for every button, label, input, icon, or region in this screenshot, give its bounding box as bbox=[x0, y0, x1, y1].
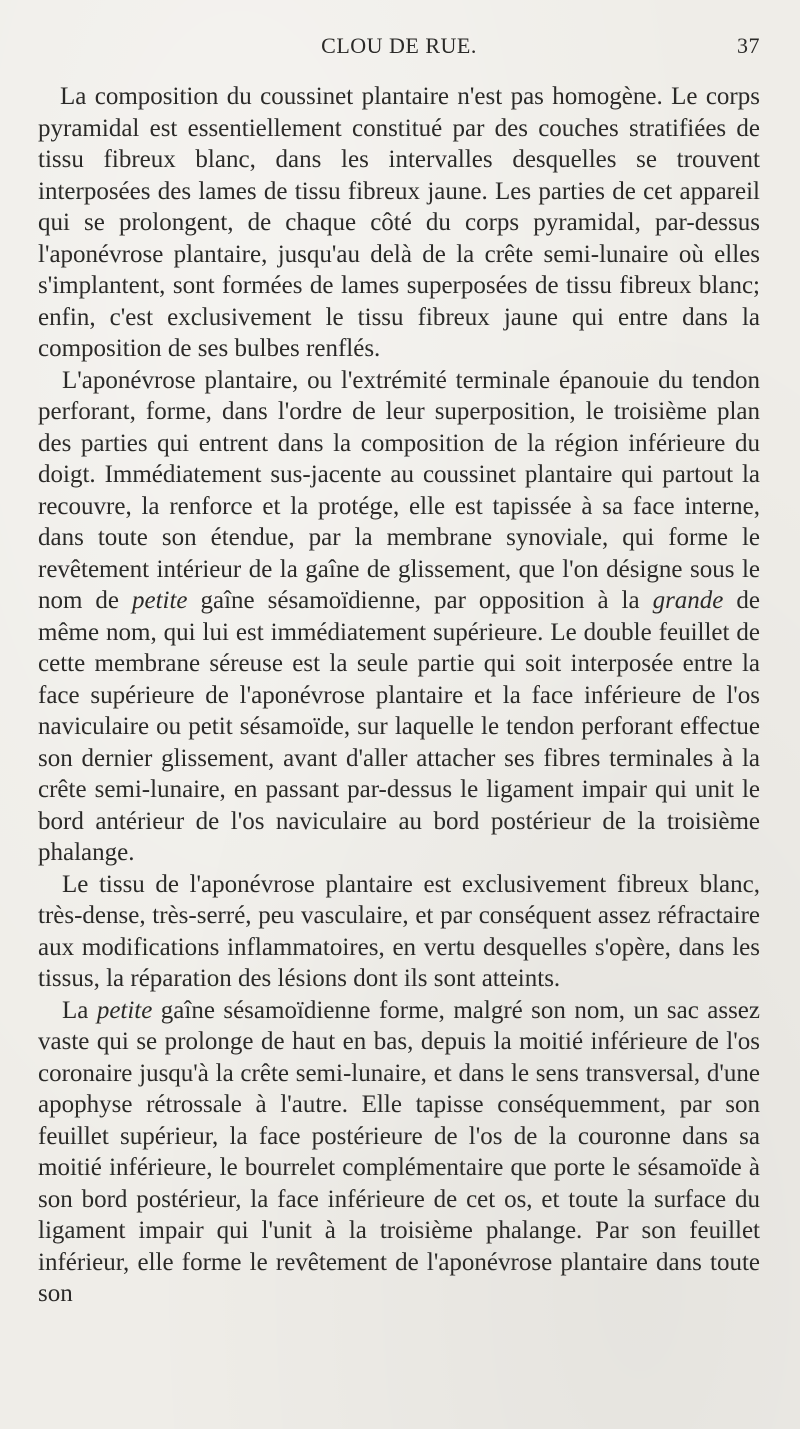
italic-term: petite bbox=[132, 587, 188, 614]
paragraph-coussinet bbox=[38, 81, 760, 365]
paragraph-text: de même nom, qui lui est immédiatement supérieure. Le double feuillet de cette membrane séreuse est la seule partie qui soit interposée entre la face supérieure de l'aponévrose plantaire et la face inférieure de l'os naviculaire ou petit sésamoïde, sur laquelle le tendon perforant effectue son dernier glissement, avant d'aller attacher ses fibres terminales à la crête semi-lunaire, en passant par-dessus le ligament impair qui unit le bord antérieur de l'os naviculaire au bord postérieur de la troisième phalange. bbox=[38, 587, 760, 866]
paragraph-text: La bbox=[62, 996, 97, 1024]
paragraph-gaine bbox=[38, 995, 760, 1310]
italic-term: grande bbox=[652, 587, 724, 614]
running-title: CLOU DE RUE. bbox=[321, 33, 477, 58]
paragraph-text: Le tissu de l'aponévrose plantaire est exclusivement fibreux blanc, très-dense, très-serré, peu vasculaire, et par conséquent assez réfractaire aux modifications inflammatoires, en vertu desquelles s'opère, dans les tissus, la réparation des lésions dont ils sont atteints. bbox=[38, 870, 760, 992]
italic-term: petite bbox=[96, 996, 153, 1024]
paragraph-text: L'aponévrose plantaire, ou l'extrémité terminale épanouie du tendon perforant, forme, dans l'ordre de leur superposition, le troisième plan des parties qui entrent dans la composition de la région inférieure du doigt. Immédiatement sus-jacente au coussinet plantaire qui partout la recouvre, la renforce et la protége, elle est tapissée à sa face interne, dans toute son étendue, par la membrane synoviale, qui forme le revêtement intérieur de la gaîne de glissement, que l'on désigne sous le nom de bbox=[38, 366, 760, 614]
paragraph-text: gaîne sésamoïdienne, par opposition à la bbox=[187, 587, 653, 614]
paragraph-text: La composition du coussinet plantaire n'est pas homogène. Le corps pyramidal est essentiellement constitué par des couches stratifiées de tissu fibreux blanc, dans les intervalles desquelles se trouvent interposées des lames de tissu fibreux jaune. Les parties de cet appareil qui se prolongent, de chaque côté du corps pyramidal, par-dessus l'aponévrose plantaire, jusqu'au delà de la crête semi-lunaire où elles s'implantent, sont formées de lames superposées de tissu fibreux blanc; enfin, c'est exclusivement le tissu fibreux jaune qui entre dans la composition de ses bulbes renflés. bbox=[38, 83, 760, 362]
page-number: 37 bbox=[737, 33, 760, 58]
paragraph-aponevrose bbox=[38, 365, 760, 869]
paragraph-text: gaîne sésamoïdienne forme, malgré son nom, un sac assez vaste qui se prolonge de haut en bas, depuis la moitié inférieure de l'os coronaire jusqu'à la crête semi-lunaire, et dans le sens transversal, d'une apophyse rétrossale à l'autre. Elle tapisse conséquemment, par son feuillet supérieur, la face postérieure de l'os de la couronne dans sa moitié inférieure, le bourrelet complémentaire que porte le sésamoïde à son bord postérieur, la face inférieure de cet os, et toute la surface du ligament impair qui l'unit à la troisième phalange. Par son feuillet inférieur, elle forme le revêtement de l'aponévrose plantaire dans toute son bbox=[38, 996, 761, 1307]
running-head bbox=[38, 33, 760, 61]
body-text bbox=[38, 81, 760, 1310]
paragraph-tissu bbox=[38, 869, 760, 995]
